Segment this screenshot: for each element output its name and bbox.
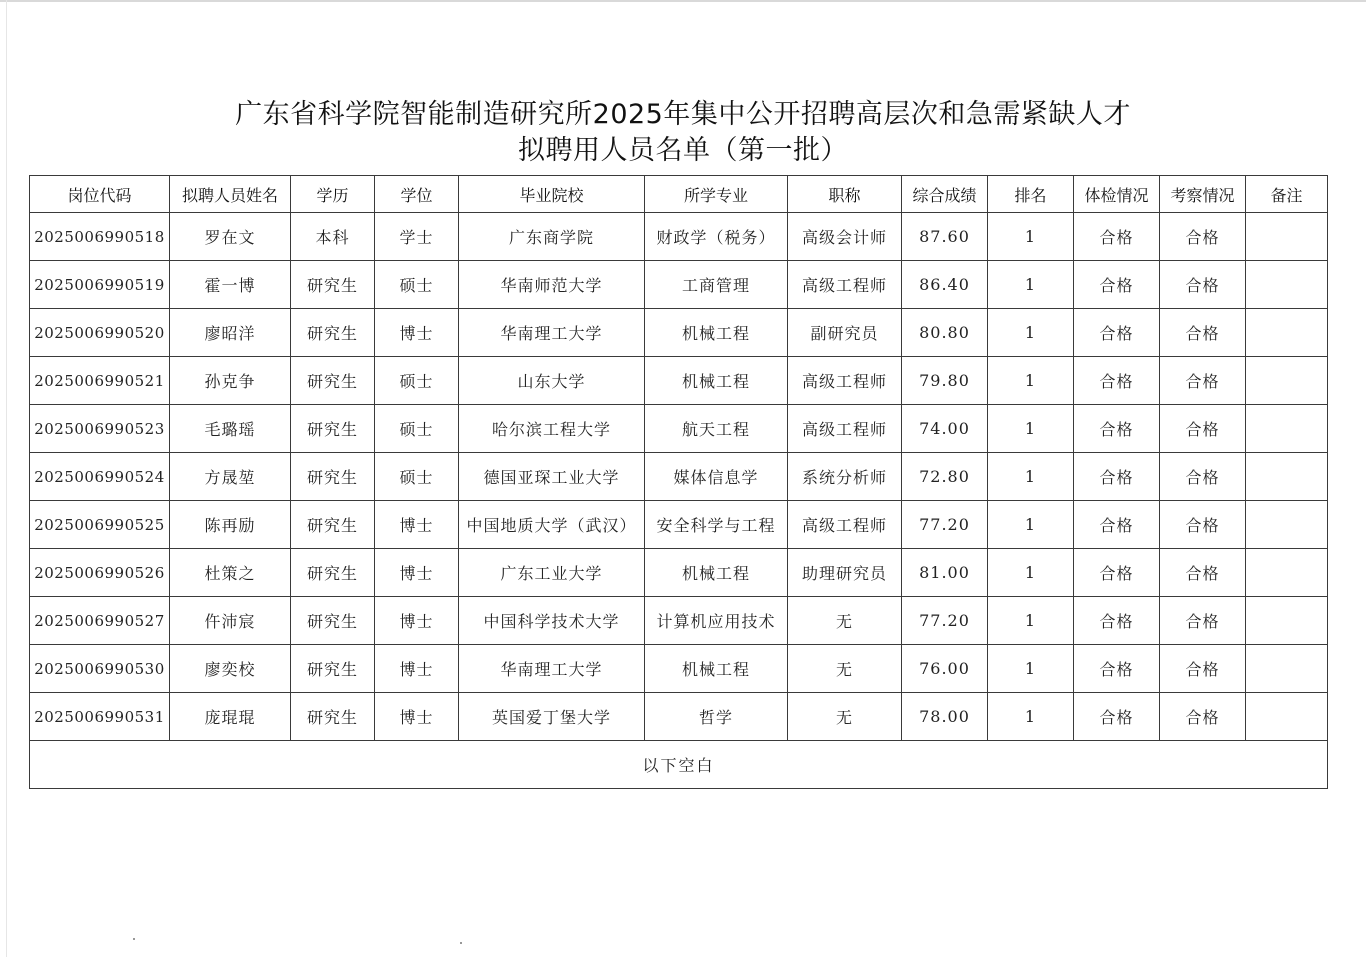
table-row xyxy=(30,261,1328,309)
table-cell: 高级会计师 xyxy=(788,213,902,261)
table-cell xyxy=(1246,549,1328,597)
header-cell: 职称 xyxy=(788,176,902,213)
table-cell: 副研究员 xyxy=(788,309,902,357)
table-cell: 硕士 xyxy=(375,405,459,453)
table-cell: 2025006990525 xyxy=(30,501,170,549)
table-cell: 工商管理 xyxy=(645,261,788,309)
table-cell: 高级工程师 xyxy=(788,357,902,405)
table-cell: 航天工程 xyxy=(645,405,788,453)
table-cell: 合格 xyxy=(1074,405,1160,453)
table-cell xyxy=(1246,453,1328,501)
table-cell: 罗在文 xyxy=(170,213,291,261)
table-cell xyxy=(1246,261,1328,309)
table-row xyxy=(30,549,1328,597)
table-cell: 无 xyxy=(788,693,902,741)
table-cell: 2025006990526 xyxy=(30,549,170,597)
table-cell: 博士 xyxy=(375,597,459,645)
table-row xyxy=(30,693,1328,741)
table-cell: 77.20 xyxy=(902,501,988,549)
table-cell: 廖昭洋 xyxy=(170,309,291,357)
table-cell: 博士 xyxy=(375,501,459,549)
scan-edge-top xyxy=(0,0,1366,2)
table-cell: 研究生 xyxy=(291,309,375,357)
table-cell: 学士 xyxy=(375,213,459,261)
table-cell: 博士 xyxy=(375,309,459,357)
table-cell: 山东大学 xyxy=(459,357,645,405)
table-cell: 合格 xyxy=(1160,309,1246,357)
table-cell: 2025006990531 xyxy=(30,693,170,741)
table-cell: 2025006990527 xyxy=(30,597,170,645)
table-cell: 72.80 xyxy=(902,453,988,501)
table-cell: 合格 xyxy=(1074,261,1160,309)
table-cell: 2025006990520 xyxy=(30,309,170,357)
table-cell: 硕士 xyxy=(375,357,459,405)
table-cell: 合格 xyxy=(1160,261,1246,309)
table-cell: 硕士 xyxy=(375,261,459,309)
table-cell: 2025006990521 xyxy=(30,357,170,405)
table-cell: 德国亚琛工业大学 xyxy=(459,453,645,501)
table-cell: 合格 xyxy=(1074,453,1160,501)
table-cell: 74.00 xyxy=(902,405,988,453)
table-cell: 研究生 xyxy=(291,261,375,309)
table-row xyxy=(30,309,1328,357)
table-cell: 研究生 xyxy=(291,453,375,501)
table-cell: 合格 xyxy=(1160,549,1246,597)
table-cell: 庞琨琨 xyxy=(170,693,291,741)
document-title-line2: 拟聘用人员名单（第一批） xyxy=(518,135,848,166)
table-cell xyxy=(1246,693,1328,741)
table-cell: 1 xyxy=(988,693,1074,741)
table-cell: 合格 xyxy=(1074,309,1160,357)
table-cell: 仵沛宸 xyxy=(170,597,291,645)
header-cell: 综合成绩 xyxy=(902,176,988,213)
table-cell: 合格 xyxy=(1160,645,1246,693)
table-cell: 79.80 xyxy=(902,357,988,405)
table-cell: 1 xyxy=(988,549,1074,597)
table-cell: 1 xyxy=(988,597,1074,645)
table-cell: 合格 xyxy=(1074,357,1160,405)
table-cell: 87.60 xyxy=(902,213,988,261)
table-cell: 1 xyxy=(988,501,1074,549)
table-cell: 博士 xyxy=(375,549,459,597)
header-cell: 体检情况 xyxy=(1074,176,1160,213)
table-cell: 无 xyxy=(788,645,902,693)
table-cell: 中国地质大学（武汉） xyxy=(459,501,645,549)
table-cell: 机械工程 xyxy=(645,357,788,405)
table-cell: 方晟堃 xyxy=(170,453,291,501)
table-cell: 2025006990518 xyxy=(30,213,170,261)
table-cell: 哈尔滨工程大学 xyxy=(459,405,645,453)
scan-speck xyxy=(133,938,135,940)
header-cell: 所学专业 xyxy=(645,176,788,213)
table-cell: 1 xyxy=(988,261,1074,309)
table-row xyxy=(30,597,1328,645)
table-cell: 机械工程 xyxy=(645,645,788,693)
table-cell: 合格 xyxy=(1160,693,1246,741)
header-cell: 排名 xyxy=(988,176,1074,213)
table-cell: 广东工业大学 xyxy=(459,549,645,597)
document-title-line1: 广东省科学院智能制造研究所2025年集中公开招聘高层次和急需紧缺人才 xyxy=(235,99,1131,130)
table-cell: 合格 xyxy=(1074,693,1160,741)
table-cell: 博士 xyxy=(375,645,459,693)
table-cell: 廖奕校 xyxy=(170,645,291,693)
table-cell: 研究生 xyxy=(291,549,375,597)
table-cell: 合格 xyxy=(1160,453,1246,501)
table-cell: 博士 xyxy=(375,693,459,741)
table-cell: 合格 xyxy=(1160,357,1246,405)
candidate-table xyxy=(29,175,1328,789)
table-cell: 80.80 xyxy=(902,309,988,357)
table-cell: 研究生 xyxy=(291,405,375,453)
header-cell: 备注 xyxy=(1246,176,1328,213)
table-cell: 1 xyxy=(988,357,1074,405)
table-cell: 无 xyxy=(788,597,902,645)
table-cell: 助理研究员 xyxy=(788,549,902,597)
table-cell: 2025006990530 xyxy=(30,645,170,693)
table-cell: 合格 xyxy=(1074,645,1160,693)
table-cell: 合格 xyxy=(1160,213,1246,261)
table-cell: 高级工程师 xyxy=(788,261,902,309)
table-cell: 高级工程师 xyxy=(788,405,902,453)
table-cell: 2025006990519 xyxy=(30,261,170,309)
table-cell: 1 xyxy=(988,453,1074,501)
table-header-row xyxy=(30,176,1328,213)
table-cell xyxy=(1246,645,1328,693)
table-row xyxy=(30,453,1328,501)
table-cell: 合格 xyxy=(1074,213,1160,261)
table-cell: 孙克争 xyxy=(170,357,291,405)
table-cell: 合格 xyxy=(1074,549,1160,597)
table-cell: 研究生 xyxy=(291,501,375,549)
table-cell: 高级工程师 xyxy=(788,501,902,549)
table-cell: 研究生 xyxy=(291,357,375,405)
table-row xyxy=(30,213,1328,261)
table-cell: 研究生 xyxy=(291,597,375,645)
header-cell: 拟聘人员姓名 xyxy=(170,176,291,213)
blank-below-note: 以下空白 xyxy=(30,741,1328,789)
table-cell: 86.40 xyxy=(902,261,988,309)
table-row xyxy=(30,405,1328,453)
table-cell xyxy=(1246,501,1328,549)
table-cell: 中国科学技术大学 xyxy=(459,597,645,645)
table-cell: 媒体信息学 xyxy=(645,453,788,501)
table-cell: 华南理工大学 xyxy=(459,645,645,693)
table-cell: 合格 xyxy=(1074,501,1160,549)
table-cell: 系统分析师 xyxy=(788,453,902,501)
table-cell: 2025006990524 xyxy=(30,453,170,501)
table-cell: 安全科学与工程 xyxy=(645,501,788,549)
table-cell: 合格 xyxy=(1160,597,1246,645)
table-cell: 霍一博 xyxy=(170,261,291,309)
table-cell: 77.20 xyxy=(902,597,988,645)
header-cell: 毕业院校 xyxy=(459,176,645,213)
table-cell: 哲学 xyxy=(645,693,788,741)
table-cell xyxy=(1246,357,1328,405)
table-cell: 合格 xyxy=(1160,501,1246,549)
table-cell: 硕士 xyxy=(375,453,459,501)
header-cell: 考察情况 xyxy=(1160,176,1246,213)
table-cell: 广东商学院 xyxy=(459,213,645,261)
table-row xyxy=(30,501,1328,549)
table-body xyxy=(30,213,1328,741)
table-cell: 研究生 xyxy=(291,645,375,693)
table-cell: 81.00 xyxy=(902,549,988,597)
table-cell: 华南师范大学 xyxy=(459,261,645,309)
table-cell: 78.00 xyxy=(902,693,988,741)
table-cell: 英国爱丁堡大学 xyxy=(459,693,645,741)
table-cell: 陈再励 xyxy=(170,501,291,549)
header-cell: 岗位代码 xyxy=(30,176,170,213)
table-cell: 76.00 xyxy=(902,645,988,693)
table-cell: 计算机应用技术 xyxy=(645,597,788,645)
table-cell: 合格 xyxy=(1160,405,1246,453)
scan-speck xyxy=(460,942,462,944)
header-cell: 学历 xyxy=(291,176,375,213)
table-cell xyxy=(1246,597,1328,645)
table-cell: 华南理工大学 xyxy=(459,309,645,357)
table-cell xyxy=(1246,309,1328,357)
table-cell: 研究生 xyxy=(291,693,375,741)
table-cell: 财政学（税务） xyxy=(645,213,788,261)
table-cell xyxy=(1246,405,1328,453)
table-cell: 毛璐瑶 xyxy=(170,405,291,453)
table-cell: 1 xyxy=(988,213,1074,261)
header-cell: 学位 xyxy=(375,176,459,213)
table-cell xyxy=(1246,213,1328,261)
table-cell: 2025006990523 xyxy=(30,405,170,453)
table-cell: 机械工程 xyxy=(645,549,788,597)
table-cell: 1 xyxy=(988,645,1074,693)
table-cell: 1 xyxy=(988,405,1074,453)
table-cell: 本科 xyxy=(291,213,375,261)
table-cell: 机械工程 xyxy=(645,309,788,357)
table-cell: 1 xyxy=(988,309,1074,357)
table-cell: 杜策之 xyxy=(170,549,291,597)
table-cell: 合格 xyxy=(1074,597,1160,645)
table-row xyxy=(30,357,1328,405)
table-footer-row xyxy=(30,741,1328,789)
table-row xyxy=(30,645,1328,693)
